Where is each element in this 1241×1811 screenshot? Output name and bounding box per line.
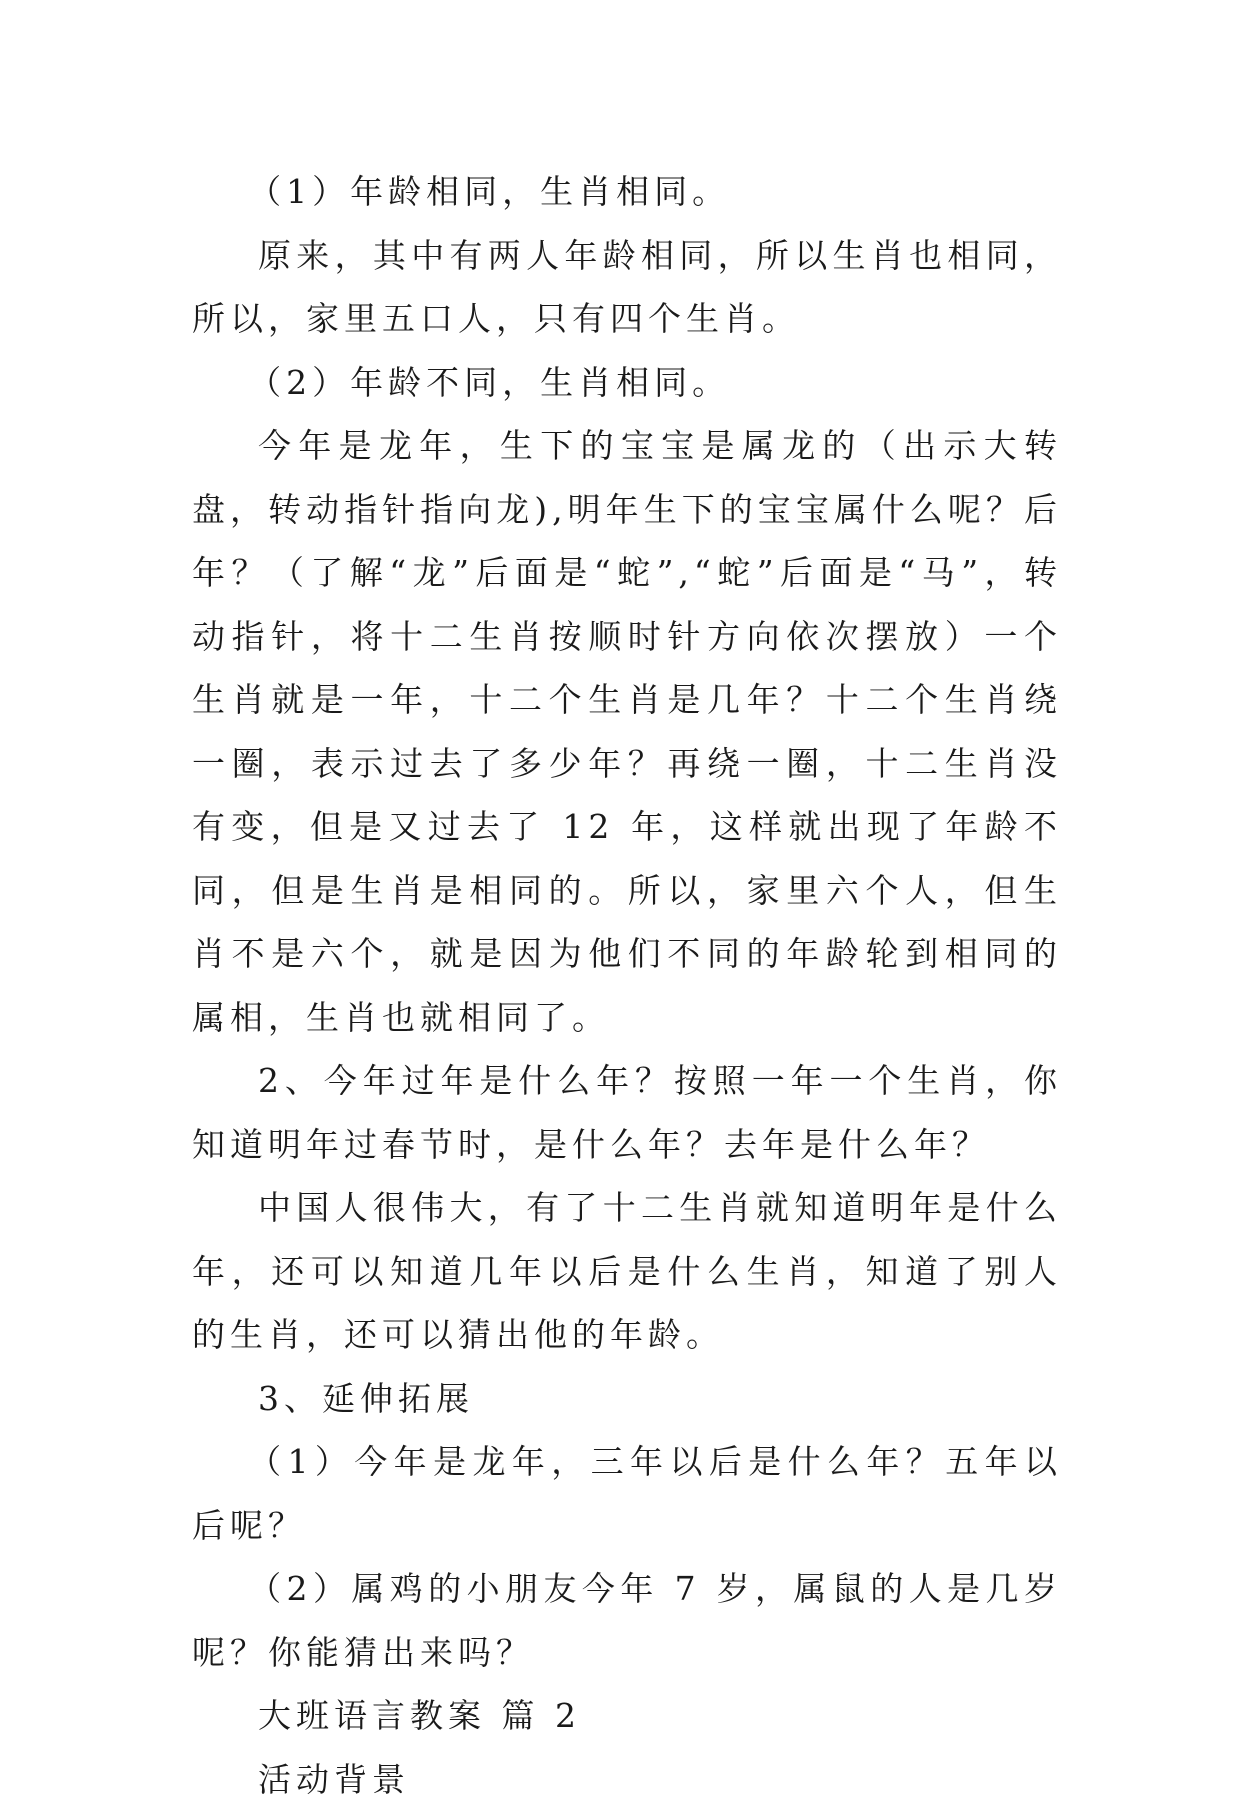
section-heading-activity-background: 活动背景 [192, 1748, 1062, 1811]
paragraph-chinese-people: 中国人很伟大，有了十二生肖就知道明年是什么年，还可以知道几年以后是什么生肖，知道了别人的生肖，还可以猜出他的年龄。 [192, 1176, 1062, 1367]
paragraph-explanation-same-age: 原来，其中有两人年龄相同，所以生肖也相同，所以，家里五口人，只有四个生肖。 [192, 224, 1062, 351]
section-heading-extension: 3、延伸拓展 [192, 1367, 1062, 1431]
section-title-lesson-plan-2: 大班语言教案 篇 2 [192, 1684, 1062, 1748]
paragraph-extension-question-2: （2）属鸡的小朋友今年 7 岁，属鼠的人是几岁呢？你能猜出来吗？ [192, 1557, 1062, 1684]
document-body [192, 160, 1062, 1811]
paragraph-different-age-same-zodiac: （2）年龄不同，生肖相同。 [192, 351, 1062, 415]
paragraph-dragon-year-explanation: 今年是龙年，生下的宝宝是属龙的（出示大转盘，转动指针指向龙),明年生下的宝宝属什么呢？后年？（了解“龙”后面是“蛇”,“蛇”后面是“马”，转动指针，将十二生肖按顺时针方向依次摆放）一个生肖就是一年，十二个生肖是几年？十二个生肖绕一圈，表示过去了多少年？再绕一圈，十二生肖没有变，但是又过去了 12 年，这样就出现了年龄不同，但是生肖是相同的。所以，家里六个人，但生肖不是六个，就是因为他们不同的年龄轮到相同的属相，生肖也就相同了。 [192, 414, 1062, 1049]
paragraph-same-age-same-zodiac: （1）年龄相同，生肖相同。 [192, 160, 1062, 224]
paragraph-question-new-year: 2、今年过年是什么年？按照一年一个生肖，你知道明年过春节时，是什么年？去年是什么年？ [192, 1049, 1062, 1176]
paragraph-extension-question-1: （1）今年是龙年，三年以后是什么年？五年以后呢？ [192, 1430, 1062, 1557]
